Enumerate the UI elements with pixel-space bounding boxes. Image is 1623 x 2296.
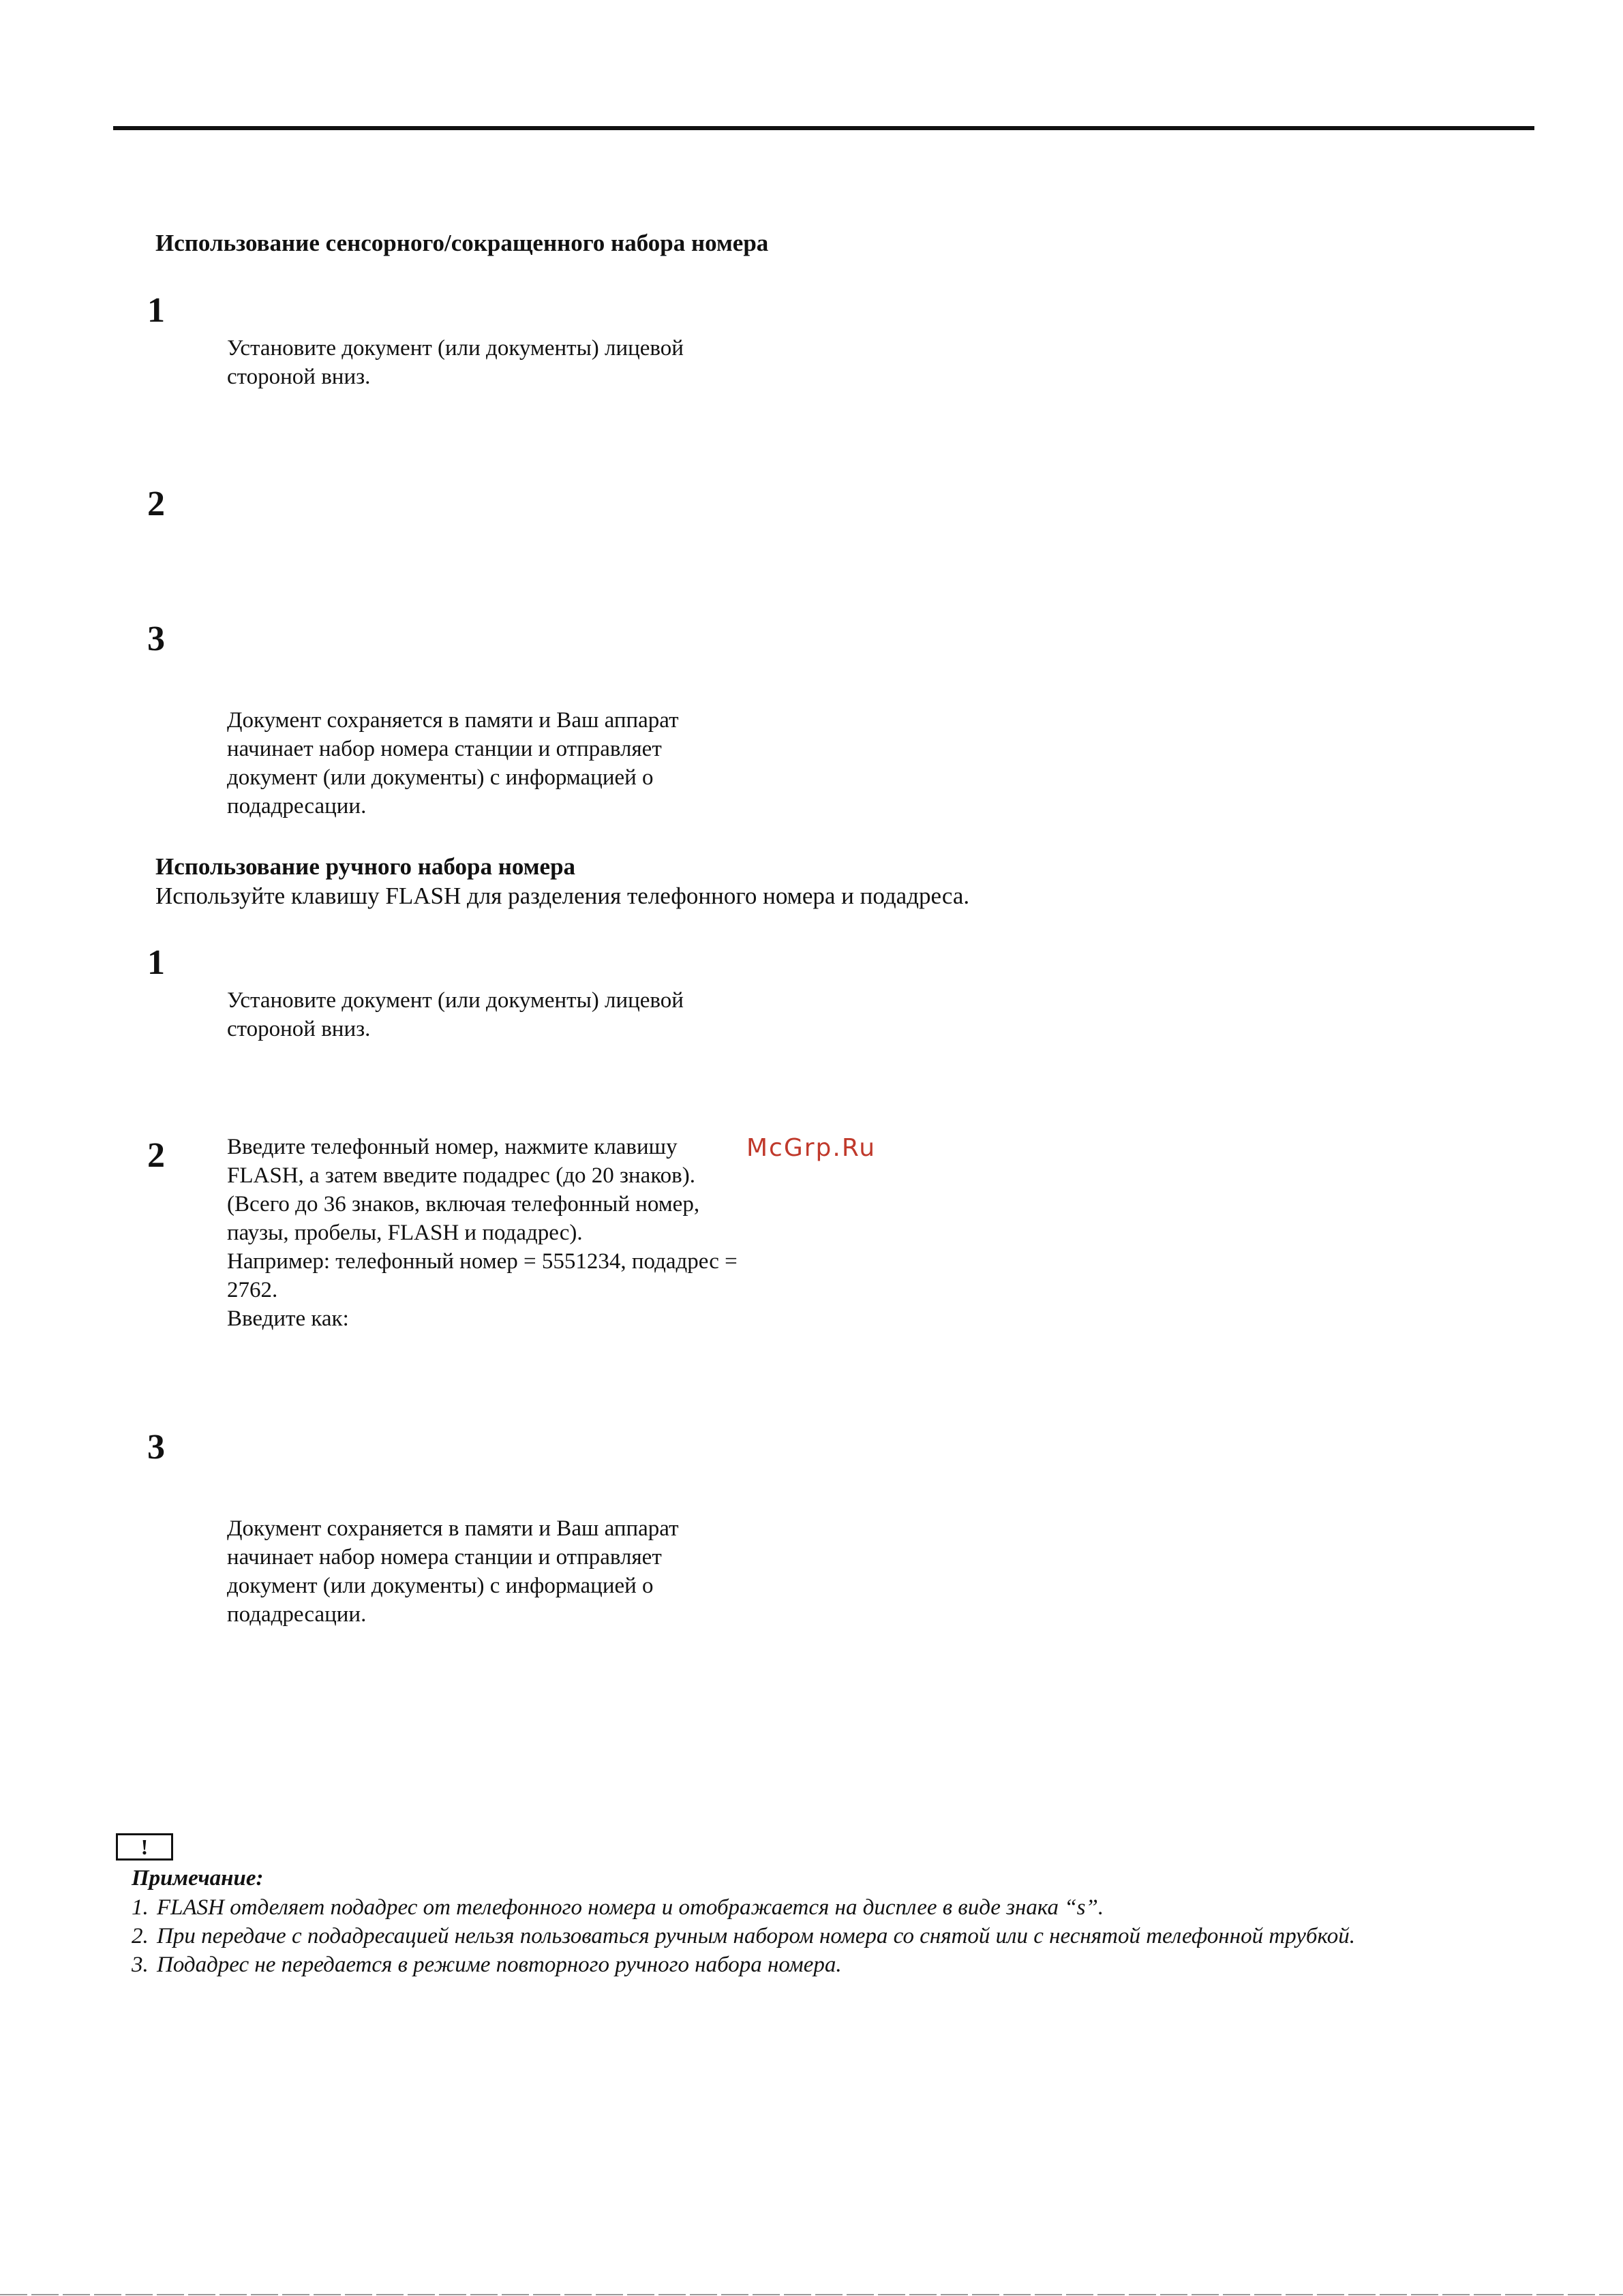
section2-heading: Использование ручного набора номера [155,853,576,880]
section2-step2-text [227,1133,840,1333]
watermark-logo: McGrp.Ru [746,1134,877,1162]
section2-intro: Используйте клавишу FLASH для разделения телефонного номера и подадреса. [155,883,970,909]
note-item-number: 3. [132,1953,149,1977]
section1-step3-number: 3 [147,619,165,658]
note-item-text: При передаче с подадресацией нельзя пользоваться ручным набором номера со снятой или с неснятой телефонной трубкой. [157,1924,1355,1948]
text-line: Например: телефонный номер = 5551234, подадрес = [227,1249,738,1274]
bottom-edge-rule [0,2294,1623,2295]
section1-step1-number: 1 [147,291,165,330]
section2-step3-number: 3 [147,1428,165,1467]
note-item [132,1922,1427,1950]
text-line: стороной вниз. [227,365,371,389]
section2-step2-number: 2 [147,1136,165,1175]
note-list [132,1893,1427,1979]
note-item-number: 2. [132,1924,149,1948]
section2-step1-number: 1 [147,943,165,982]
text-line: Установите документ (или документы) лицевой [227,988,684,1013]
text-line: начинает набор номера станции и отправляет [227,737,662,761]
top-rule [113,126,1534,130]
text-line: Введите телефонный номер, нажмите клавишу [227,1135,678,1159]
note-item-number: 1. [132,1895,149,1920]
text-line: подадресации. [227,794,367,818]
note-item-text: Подадрес не передается в режиме повторного ручного набора номера. [157,1953,842,1977]
text-line: Введите как: [227,1306,349,1331]
section2-step3-text [227,1514,840,1629]
exclamation-icon: ! [116,1833,173,1861]
text-line: (Всего до 36 знаков, включая телефонный номер, [227,1192,700,1216]
section1-step3-text [227,706,840,821]
note-item [132,1893,1427,1922]
section2-step1-text [227,986,840,1043]
text-line: паузы, пробелы, FLASH и подадрес). [227,1221,583,1245]
section1-step1-text [227,334,840,391]
section1-step2-number: 2 [147,485,165,523]
section1-heading: Использование сенсорного/сокращенного набора номера [155,230,769,256]
text-line: Документ сохраняется в памяти и Ваш аппарат [227,1516,679,1541]
text-line: подадресации. [227,1602,367,1627]
note-item [132,1950,1427,1979]
note-title: Примечание: [132,1866,264,1891]
text-line: документ (или документы) с информацией о [227,765,654,790]
text-line: начинает набор номера станции и отправляет [227,1545,662,1570]
text-line: стороной вниз. [227,1017,371,1041]
text-line: документ (или документы) с информацией о [227,1574,654,1598]
text-line: 2762. [227,1278,278,1302]
text-line: FLASH, а затем введите подадрес (до 20 знаков). [227,1163,696,1188]
text-line: Документ сохраняется в памяти и Ваш аппарат [227,708,679,733]
text-line: Установите документ (или документы) лицевой [227,336,684,361]
note-item-text: FLASH отделяет подадрес от телефонного номера и отображается на дисплее в виде знака “s”. [157,1895,1104,1920]
